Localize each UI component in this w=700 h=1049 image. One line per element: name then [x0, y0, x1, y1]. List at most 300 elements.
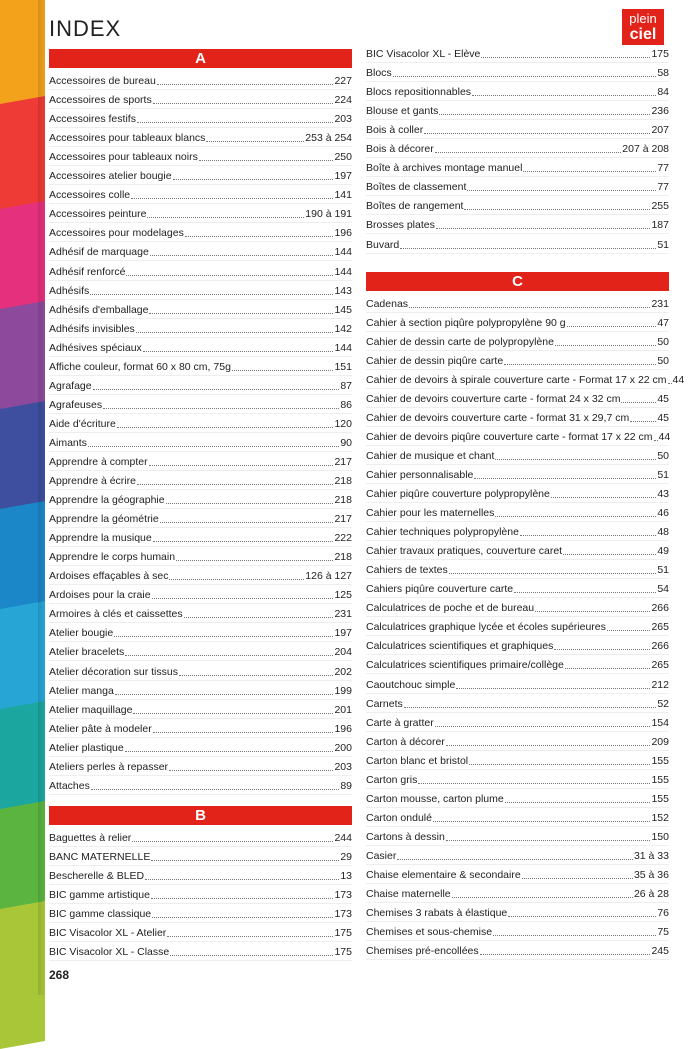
- index-entry: [366, 196, 669, 215]
- entry-page: 196: [334, 722, 352, 735]
- dot-leader: [435, 726, 651, 727]
- entry-page: 35 à 36: [633, 868, 669, 881]
- entry-name: Atelier bougie: [49, 627, 114, 640]
- index-entry: [49, 681, 352, 700]
- entry-page: 203: [334, 760, 352, 773]
- index-entry: [49, 885, 352, 904]
- entry-name: Atelier pâte à modeler: [49, 722, 152, 735]
- dot-leader: [91, 789, 339, 790]
- entry-name: Armoires à clés et caissettes: [49, 608, 183, 621]
- entry-page: 145: [334, 303, 352, 316]
- dot-leader: [621, 402, 656, 403]
- entry-page: 197: [334, 627, 352, 640]
- entry-page: 196: [334, 227, 352, 240]
- index-entry: [49, 357, 352, 376]
- index-entry: [366, 903, 669, 922]
- dot-leader: [136, 332, 334, 333]
- index-entry: [366, 82, 669, 101]
- index-entry: [366, 446, 669, 465]
- entry-name: Atelier décoration sur tissus: [49, 665, 178, 678]
- entry-page: 209: [651, 735, 669, 748]
- dot-leader: [117, 427, 334, 428]
- index-entry: [366, 636, 669, 655]
- entry-name: Cahier pour les maternelles: [366, 507, 495, 520]
- index-entry: [366, 560, 669, 579]
- index-entry: [49, 700, 352, 719]
- index-entry: [49, 866, 352, 885]
- entry-name: Bois à coller: [366, 124, 424, 137]
- entry-page: 187: [651, 219, 669, 232]
- entry-name: Cahier de dessin carte de polypropylène: [366, 335, 554, 348]
- index-entry: [366, 541, 669, 560]
- entry-page: 47: [657, 316, 669, 329]
- entry-name: BIC Visacolor XL - Elève: [366, 48, 481, 61]
- dot-leader: [439, 114, 650, 115]
- dot-leader: [150, 255, 334, 256]
- entry-page: 43: [657, 488, 669, 501]
- index-entry: [49, 433, 352, 452]
- entry-page: 266: [651, 640, 669, 653]
- index-entry: [366, 465, 669, 484]
- dot-leader: [452, 897, 633, 898]
- entry-name: Chemises 3 rabats à élastique: [366, 907, 508, 920]
- entry-name: Buvard: [366, 238, 400, 251]
- dot-leader: [668, 383, 672, 384]
- entry-name: Boîte à archives montage manuel: [366, 162, 523, 175]
- entry-name: Cahier à section piqûre polypropylène 90 g: [366, 316, 566, 329]
- entry-name: Cahier de devoirs couverture carte - format 24 x 32 cm: [366, 392, 621, 405]
- entry-name: Affiche couleur, format 60 x 80 cm, 75g: [49, 360, 231, 373]
- index-entry: [49, 166, 352, 185]
- index-entry: [49, 904, 352, 923]
- logo-text-line1: plein: [629, 11, 657, 26]
- entry-name: Aimants: [49, 436, 87, 449]
- entry-name: Adhésifs d'emballage: [49, 303, 149, 316]
- entry-page: 175: [651, 48, 669, 61]
- section-b-list-continued: [366, 44, 669, 254]
- index-entry: [366, 598, 669, 617]
- entry-name: Accessoires colle: [49, 189, 131, 202]
- dot-leader: [446, 745, 651, 746]
- index-entry: [49, 281, 352, 300]
- index-entry: [366, 865, 669, 884]
- index-entry: [366, 177, 669, 196]
- entry-page: 51: [657, 238, 669, 251]
- entry-page: 144: [334, 341, 352, 354]
- entry-name: Cahier de musique et chant: [366, 449, 495, 462]
- index-entry: [366, 713, 669, 732]
- color-stripe-decoration: [0, 0, 45, 995]
- entry-page: 45: [657, 392, 669, 405]
- entry-name: Cartons à dessin: [366, 830, 445, 843]
- entry-page: 52: [657, 697, 669, 710]
- section-header-b: B: [49, 806, 352, 825]
- entry-name: Accessoires pour tableaux blancs: [49, 132, 206, 145]
- index-entry: [49, 338, 352, 357]
- entry-page: 266: [651, 602, 669, 615]
- index-entry: [49, 261, 352, 280]
- index-entry: [366, 120, 669, 139]
- entry-name: Calculatrices graphique lycée et écoles supérieures: [366, 621, 606, 634]
- entry-page: 199: [334, 684, 352, 697]
- dot-leader: [153, 732, 334, 733]
- entry-page: 250: [334, 151, 352, 164]
- entry-page: 227: [334, 75, 352, 88]
- brand-logo: [622, 9, 664, 45]
- entry-page: 89: [340, 779, 352, 792]
- entry-page: 212: [651, 678, 669, 691]
- entry-name: Adhésif de marquage: [49, 246, 149, 259]
- dot-leader: [555, 345, 656, 346]
- index-entry: [366, 655, 669, 674]
- entry-name: Accessoires pour modelages: [49, 227, 184, 240]
- entry-name: Calculatrices de poche et de bureau: [366, 602, 535, 615]
- entry-name: Bois à décorer: [366, 143, 434, 156]
- entry-name: Aide d'écriture: [49, 417, 116, 430]
- dot-leader: [170, 955, 333, 956]
- index-entry: [49, 547, 352, 566]
- entry-page: 51: [657, 468, 669, 481]
- entry-name: Carton mousse, carton plume: [366, 792, 504, 805]
- entry-page: 77: [657, 162, 669, 175]
- dot-leader: [167, 936, 333, 937]
- entry-page: 224: [334, 94, 352, 107]
- dot-leader: [166, 503, 334, 504]
- index-entry: [49, 414, 352, 433]
- entry-page: 231: [651, 297, 669, 310]
- dot-leader: [125, 751, 334, 752]
- entry-name: Apprendre la musique: [49, 532, 152, 545]
- index-entry: [366, 694, 669, 713]
- entry-name: Cahier de devoirs couverture carte - format 31 x 29,7 cm: [366, 411, 630, 424]
- entry-name: Cahier personnalisable: [366, 468, 474, 481]
- dot-leader: [456, 688, 650, 689]
- index-entry: [366, 503, 669, 522]
- dot-leader: [151, 898, 334, 899]
- index-entry: [366, 846, 669, 865]
- index-entry: [366, 313, 669, 332]
- entry-name: Cahier travaux pratiques, couverture caret: [366, 545, 563, 558]
- entry-name: Cahiers piqûre couverture carte: [366, 583, 514, 596]
- entry-page: 31 à 33: [633, 849, 669, 862]
- index-entry: [49, 604, 352, 623]
- index-entry: [366, 827, 669, 846]
- index-entry: [366, 617, 669, 636]
- dot-leader: [397, 859, 633, 860]
- dot-leader: [435, 152, 622, 153]
- entry-page: 46: [657, 507, 669, 520]
- entry-name: Adhésif renforcé: [49, 265, 126, 278]
- index-entry: [49, 128, 352, 147]
- logo-text-line2: ciel: [629, 26, 657, 43]
- entry-page: 155: [651, 754, 669, 767]
- index-entry: [366, 522, 669, 541]
- entry-page: 202: [334, 665, 352, 678]
- index-entry: [49, 147, 352, 166]
- dot-leader: [157, 84, 334, 85]
- dot-leader: [523, 171, 656, 172]
- dot-leader: [132, 841, 333, 842]
- entry-name: Ateliers perles à repasser: [49, 760, 169, 773]
- entry-page: 49: [657, 545, 669, 558]
- entry-name: Atelier plastique: [49, 741, 124, 754]
- index-entry: [366, 215, 669, 234]
- entry-name: Carton blanc et bristol: [366, 754, 469, 767]
- index-entry: [49, 452, 352, 471]
- index-entry: [366, 332, 669, 351]
- dot-leader: [114, 636, 333, 637]
- index-entry: [49, 642, 352, 661]
- entry-page: 200: [334, 741, 352, 754]
- index-entry: [49, 738, 352, 757]
- entry-name: Apprendre le corps humain: [49, 551, 176, 564]
- entry-name: Agrafage: [49, 379, 92, 392]
- entry-page: 265: [651, 621, 669, 634]
- entry-name: BIC gamme classique: [49, 908, 152, 921]
- entry-name: Attaches: [49, 779, 90, 792]
- entry-name: Accessoires festifs: [49, 113, 136, 126]
- dot-leader: [520, 535, 656, 536]
- entry-page: 143: [334, 284, 352, 297]
- dot-leader: [565, 668, 651, 669]
- index-entry: [49, 223, 352, 242]
- entry-page: 50: [657, 335, 669, 348]
- entry-page: 150: [651, 830, 669, 843]
- index-entry: [366, 294, 669, 313]
- entry-page: 48: [657, 526, 669, 539]
- dot-leader: [508, 916, 656, 917]
- dot-leader: [185, 236, 334, 237]
- dot-leader: [169, 579, 304, 580]
- dot-leader: [551, 497, 656, 498]
- dot-leader: [152, 917, 333, 918]
- dot-leader: [147, 217, 304, 218]
- entry-name: Bescherelle & BLED: [49, 869, 145, 882]
- dot-leader: [169, 770, 333, 771]
- index-column-left: [49, 49, 352, 961]
- index-entry: [366, 884, 669, 903]
- entry-name: Caoutchouc simple: [366, 678, 456, 691]
- index-entry: [366, 234, 669, 253]
- entry-page: 244: [334, 831, 352, 844]
- dot-leader: [504, 364, 656, 365]
- dot-leader: [535, 611, 650, 612]
- entry-name: Accessoires de sports: [49, 94, 152, 107]
- dot-leader: [145, 879, 339, 880]
- index-entry: [366, 370, 685, 389]
- entry-page: 50: [657, 449, 669, 462]
- index-entry: [366, 751, 669, 770]
- entry-name: Adhésifs invisibles: [49, 322, 135, 335]
- entry-page: 175: [334, 927, 352, 940]
- entry-page: 152: [651, 811, 669, 824]
- entry-page: 90: [340, 436, 352, 449]
- entry-page: 217: [334, 513, 352, 526]
- section-header-a: A: [49, 49, 352, 68]
- index-entry: [366, 427, 669, 446]
- index-entry: [49, 242, 352, 261]
- dot-leader: [514, 592, 656, 593]
- index-entry: [49, 623, 352, 642]
- section-a-list: [49, 71, 352, 795]
- index-entry: [366, 139, 669, 158]
- index-entry: [366, 941, 669, 960]
- entry-name: Apprendre la géographie: [49, 494, 165, 507]
- index-entry: [49, 719, 352, 738]
- dot-leader: [495, 516, 656, 517]
- dot-leader: [393, 76, 657, 77]
- index-entry: [366, 674, 669, 693]
- section-header-c: C: [366, 272, 669, 291]
- entry-page: 142: [334, 322, 352, 335]
- entry-name: Blocs repositionnables: [366, 86, 472, 99]
- dot-leader: [474, 478, 656, 479]
- dot-leader: [184, 617, 334, 618]
- entry-page: 154: [651, 716, 669, 729]
- entry-name: Baguettes à relier: [49, 831, 132, 844]
- entry-name: Brosses plates: [366, 219, 435, 232]
- index-entry: [49, 395, 352, 414]
- dot-leader: [505, 802, 651, 803]
- index-entry: [49, 185, 352, 204]
- index-entry: [49, 585, 352, 604]
- entry-page: 245: [651, 945, 669, 958]
- entry-name: Cahiers de textes: [366, 564, 448, 577]
- entry-page: 218: [334, 475, 352, 488]
- entry-name: Accessoires pour tableaux noirs: [49, 151, 198, 164]
- entry-name: Carton ondulé: [366, 811, 432, 824]
- dot-leader: [433, 821, 651, 822]
- dot-leader: [88, 446, 339, 447]
- index-entry: [49, 490, 352, 509]
- entry-name: BIC gamme artistique: [49, 888, 150, 901]
- entry-name: Blocs: [366, 67, 392, 80]
- entry-name: BANC MATERNELLE: [49, 850, 151, 863]
- dot-leader: [436, 228, 651, 229]
- entry-page: 253 à 254: [305, 132, 352, 145]
- dot-leader: [149, 465, 334, 466]
- entry-name: Agrafeuses: [49, 398, 103, 411]
- dot-leader: [449, 573, 657, 574]
- entry-name: Chemises et sous-chemise: [366, 926, 493, 939]
- index-entry: [49, 319, 352, 338]
- index-column-right: [366, 44, 685, 960]
- dot-leader: [137, 484, 334, 485]
- dot-leader: [409, 307, 650, 308]
- dot-leader: [400, 248, 656, 249]
- entry-name: Calculatrices scientifiques et graphiques: [366, 640, 554, 653]
- index-entry: [366, 770, 669, 789]
- entry-page: 45: [657, 411, 669, 424]
- entry-name: Accessoires peinture: [49, 208, 147, 221]
- dot-leader: [232, 370, 334, 371]
- entry-name: BIC Visacolor XL - Atelier: [49, 927, 167, 940]
- entry-name: Cahier de devoirs à spirale couverture carte - Format 17 x 22 cm: [366, 373, 667, 386]
- index-entry: [366, 789, 669, 808]
- index-entry: [49, 942, 352, 961]
- dot-leader: [554, 649, 650, 650]
- dot-leader: [654, 440, 658, 441]
- index-entry: [366, 101, 669, 120]
- entry-page: 207 à 208: [622, 143, 669, 156]
- entry-page: 218: [334, 494, 352, 507]
- dot-leader: [481, 57, 650, 58]
- entry-name: Adhésifs: [49, 284, 90, 297]
- dot-leader: [151, 860, 339, 861]
- entry-page: 173: [334, 908, 352, 921]
- entry-name: Cahier techniques polypropylène: [366, 526, 519, 539]
- entry-page: 75: [657, 926, 669, 939]
- entry-page: 76: [657, 907, 669, 920]
- entry-page: 173: [334, 888, 352, 901]
- index-entry: [366, 44, 669, 63]
- index-entry: [49, 661, 352, 680]
- entry-name: Casier: [366, 849, 397, 862]
- dot-leader: [90, 294, 333, 295]
- index-entry: [49, 528, 352, 547]
- entry-page: 175: [334, 946, 352, 959]
- entry-page: 201: [334, 703, 352, 716]
- dot-leader: [495, 459, 656, 460]
- index-entry: [49, 923, 352, 942]
- dot-leader: [153, 541, 334, 542]
- index-entry: [49, 71, 352, 90]
- dot-leader: [133, 713, 333, 714]
- index-entry: [49, 471, 352, 490]
- entry-name: Carte à gratter: [366, 716, 434, 729]
- entry-page: 155: [651, 773, 669, 786]
- entry-page: 141: [334, 189, 352, 202]
- dot-leader: [125, 655, 333, 656]
- entry-page: 29: [340, 850, 352, 863]
- dot-leader: [103, 408, 339, 409]
- dot-leader: [149, 313, 333, 314]
- dot-leader: [567, 326, 657, 327]
- section-b-list: [49, 828, 352, 961]
- page-title: INDEX: [49, 16, 122, 41]
- entry-page: 190 à 191: [305, 208, 352, 221]
- entry-name: Carnets: [366, 697, 403, 710]
- entry-name: Apprendre la géométrie: [49, 513, 159, 526]
- dot-leader: [404, 707, 657, 708]
- entry-name: Accessoires de bureau: [49, 75, 156, 88]
- entry-page: 144: [334, 246, 352, 259]
- entry-page: 255: [651, 200, 669, 213]
- entry-name: Ardoises pour la craie: [49, 589, 151, 602]
- dot-leader: [480, 954, 651, 955]
- index-entry: [49, 509, 352, 528]
- entry-name: Carton gris: [366, 773, 418, 786]
- entry-page: 120: [334, 417, 352, 430]
- entry-name: Ardoises effaçables à sec: [49, 570, 169, 583]
- dot-leader: [93, 389, 340, 390]
- entry-name: Cahier de devoirs piqûre couverture carte - format 17 x 22 cm: [366, 430, 653, 443]
- dot-leader: [176, 560, 333, 561]
- entry-page: 50: [657, 354, 669, 367]
- dot-leader: [126, 275, 333, 276]
- index-entry: [49, 376, 352, 395]
- dot-leader: [137, 122, 334, 123]
- dot-leader: [143, 351, 334, 352]
- entry-page: 87: [340, 379, 352, 392]
- index-entry: [49, 566, 352, 585]
- entry-page: 44: [658, 430, 671, 443]
- entry-name: Accessoires atelier bougie: [49, 170, 172, 183]
- entry-name: Apprendre à compter: [49, 455, 148, 468]
- entry-page: 222: [334, 532, 352, 545]
- dot-leader: [199, 160, 334, 161]
- entry-page: 125: [334, 589, 352, 602]
